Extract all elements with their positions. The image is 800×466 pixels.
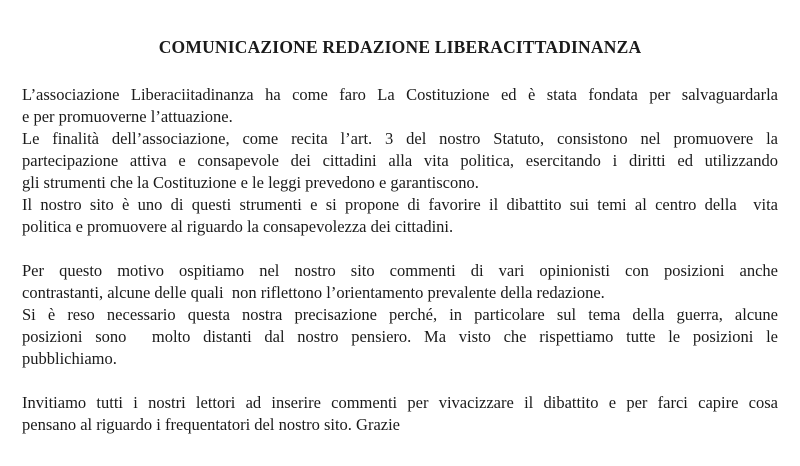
text-line: Le finalità dell’associazione, come recita l’art. 3 del nostro Statuto, consistono nel promuovere la xyxy=(22,129,778,148)
document-body xyxy=(22,84,778,436)
text-line: Si è reso necessario questa nostra precisazione perché, in particolare sul tema della guerra, alcune xyxy=(22,305,778,324)
paragraph xyxy=(22,128,778,194)
text-line: contrastanti, alcune delle quali non riflettono l’orientamento prevalente della redazione. xyxy=(22,283,605,302)
text-line: Invitiamo tutti i nostri lettori ad inserire commenti per vivacizzare il dibattito e per farci capire cosa xyxy=(22,393,778,412)
paragraph xyxy=(22,194,778,238)
text-line: Per questo motivo ospitiamo nel nostro sito commenti di vari opinionisti con posizioni anche xyxy=(22,261,778,280)
paragraph xyxy=(22,304,778,370)
paragraph xyxy=(22,392,778,436)
paragraph xyxy=(22,84,778,128)
text-line: pensano al riguardo i frequentatori del nostro sito. Grazie xyxy=(22,415,401,434)
page-title: COMUNICAZIONE REDAZIONE LIBERACITTADINANZA xyxy=(158,37,642,57)
text-line: posizioni sono molto distanti dal nostro pensiero. Ma visto che rispettiamo tutte le posizioni le xyxy=(22,327,778,346)
paragraph xyxy=(22,260,778,304)
text-line: e per promuoverne l’attuazione. xyxy=(22,107,233,126)
text-line: Il nostro sito è uno di questi strumenti e si propone di favorire il dibattito sui temi al centro della vita xyxy=(22,195,778,214)
text-line: partecipazione attiva e consapevole dei cittadini alla vita politica, esercitando i diritti ed utilizzando xyxy=(22,151,778,170)
text-line: politica e promuovere al riguardo la consapevolezza dei cittadini. xyxy=(22,217,454,236)
text-line: gli strumenti che la Costituzione e le leggi prevedono e garantiscono. xyxy=(22,173,479,192)
text-line: pubblichiamo. xyxy=(22,349,117,368)
text-line: L’associazione Liberaciitadinanza ha come faro La Costituzione ed è stata fondata per salvaguardarla xyxy=(22,85,778,104)
